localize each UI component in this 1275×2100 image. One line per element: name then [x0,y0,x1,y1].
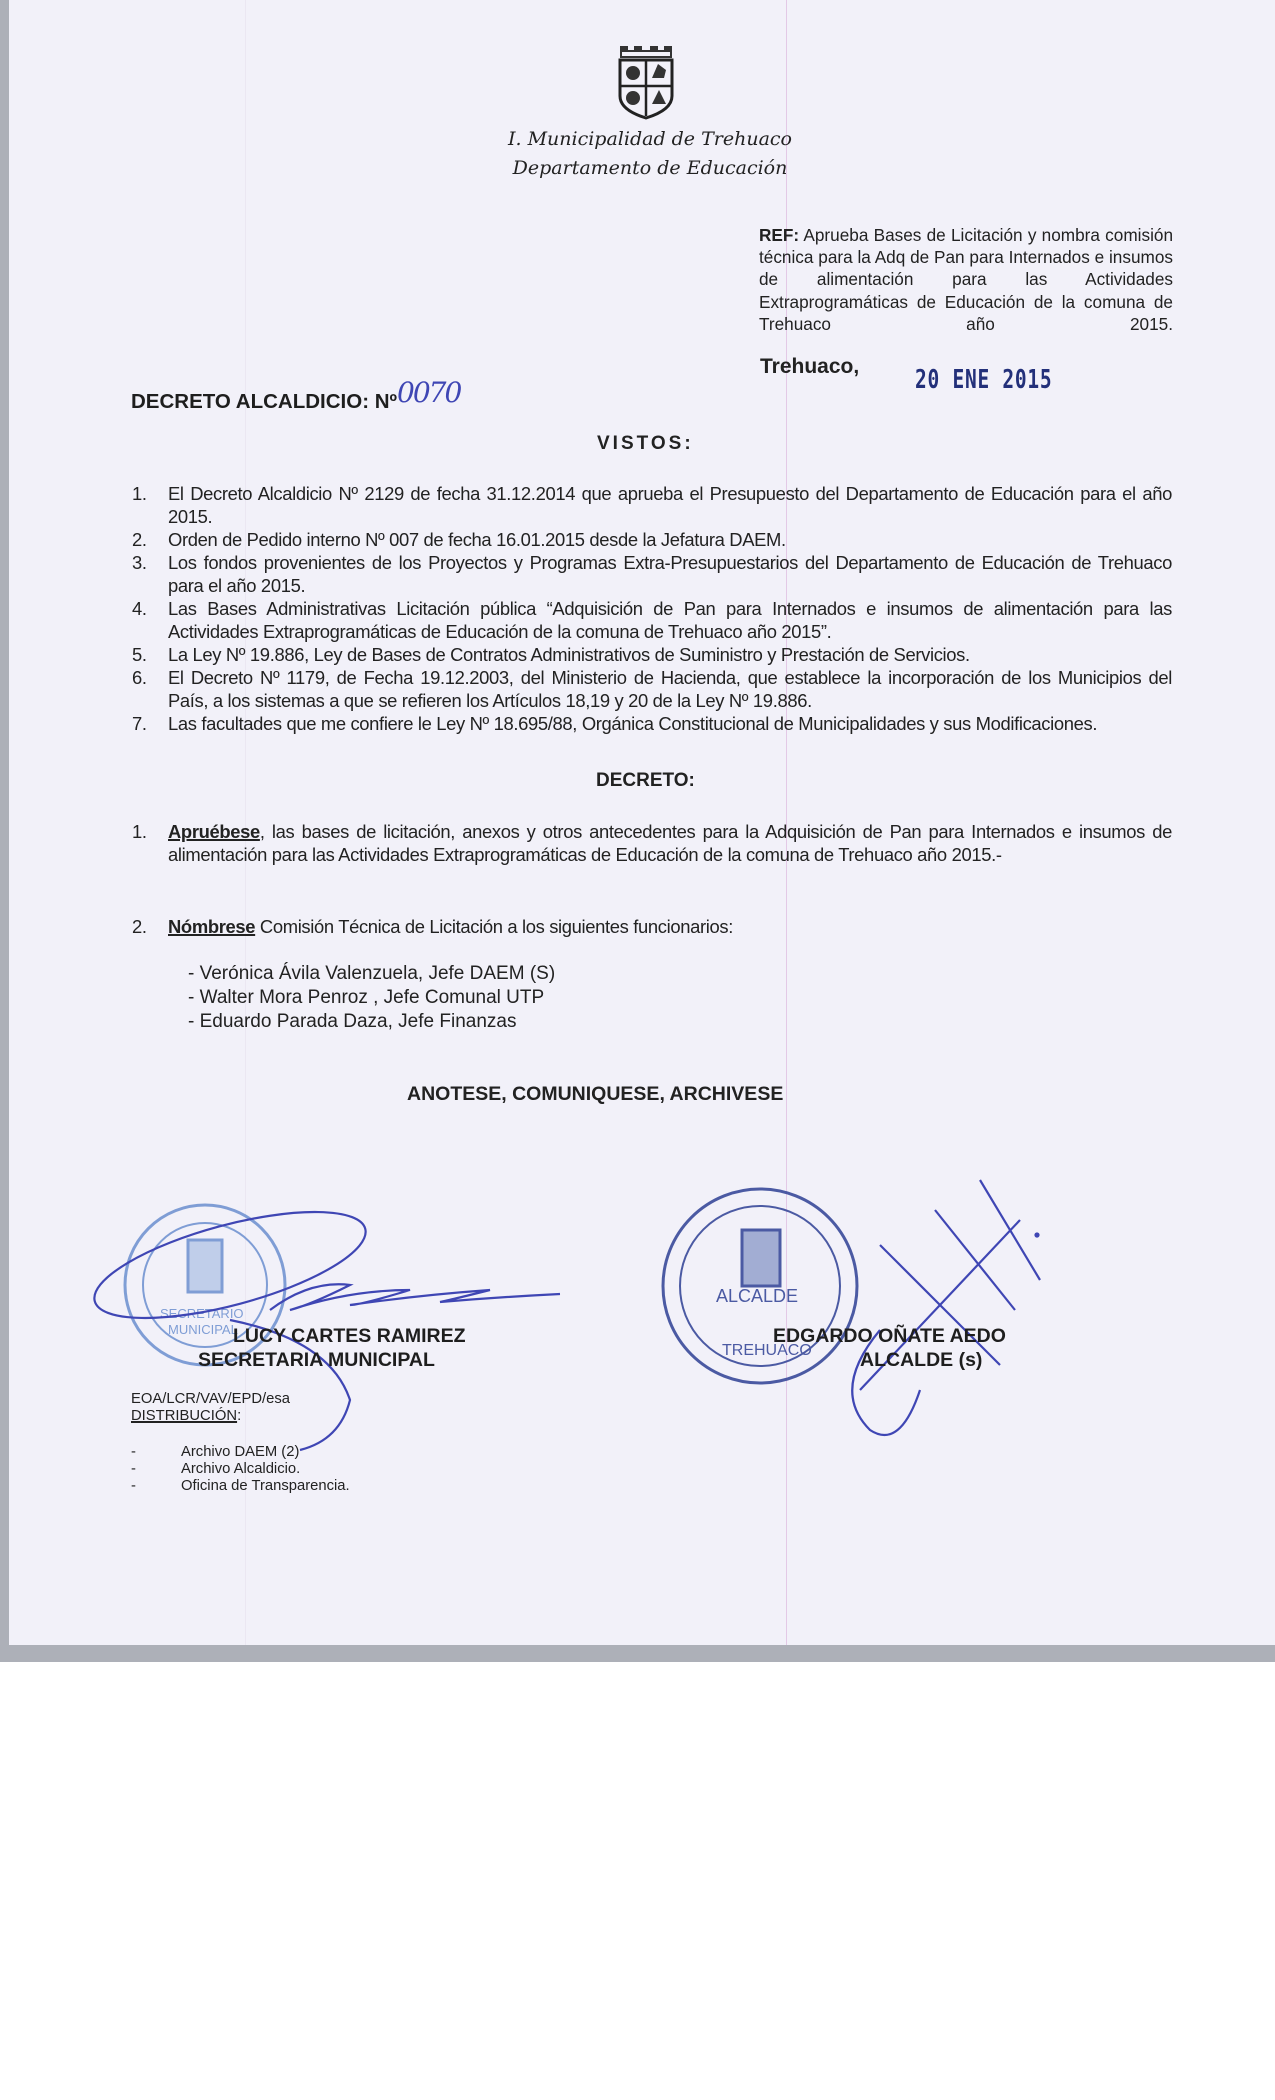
decreto-heading: DECRETO: [596,770,695,791]
list-item: 7. Las facultades que me confiere le Ley Nº 18.695/88, Orgánica Constitucional de Municipalidades y sus Modificaciones. [132,713,1098,734]
initials: EOA/LCR/VAV/EPD/esa [131,1391,290,1407]
decreto-item [132,820,1172,866]
ref-text: Aprueba Bases de Licitación y nombra comisión técnica para la Adq de Pan para Internados e insumos de alimentación para las Actividades Extraprogramáticas de Educación de la comuna de Trehuaco año 2015. [759,225,1174,334]
distribution-list [131,1444,350,1495]
handwritten-number: 0070 [397,376,461,409]
date-stamp: 20 ENE 2015 [915,365,1053,395]
list-item: 2. Orden de Pedido interno Nº 007 de fecha 16.01.2015 desde la Jefatura DAEM. [132,529,786,550]
municipal-coat-of-arms-icon [612,42,680,120]
mayor-name: EDGARDO OÑATE AEDO [773,1325,1006,1347]
keyword: Nómbrese [168,916,256,937]
closing-formula: ANOTESE, COMUNIQUESE, ARCHIVESE [407,1083,784,1105]
keyword: Apruébese [168,821,260,842]
vistos-list [132,482,1172,735]
official: - Verónica Ávila Valenzuela, Jefe DAEM (S) [188,963,556,984]
officials-list [188,962,555,1034]
decreto-item [132,915,1172,938]
svg-text:SECRETARIO: SECRETARIO [160,1306,244,1321]
list-item: - Oficina de Transparencia. [131,1478,350,1494]
reference-block [759,224,1173,335]
list-item: 1. El Decreto Alcaldicio Nº 2129 de fecha 31.12.2014 que aprueba el Presupuesto del Departamento de Educación para el año 2015. [132,483,1172,527]
official: - Eduardo Parada Daza, Jefe Finanzas [188,1011,517,1032]
distribution-heading: DISTRIBUCIÓN: [131,1408,242,1424]
department-name: Departamento de Educación [512,157,788,179]
svg-text:ALCALDE: ALCALDE [716,1286,799,1306]
list-item: 5. La Ley Nº 19.886, Ley de Bases de Contratos Administrativos de Suministro y Prestación de Servicios. [132,644,970,665]
list-item: 1. Apruébese, las bases de licitación, anexos y otros antecedentes para la Adquisición de Pan para Internados e insumos de alimentación para las Actividades Extraprogramáticas de Educación de la comuna de Trehuaco año 2015.- [132,821,1172,865]
place: Trehuaco, [760,355,860,378]
vistos-heading: VISTOS: [597,433,694,454]
ref-label: REF: [759,225,800,245]
list-item: 3. Los fondos provenientes de los Proyectos y Programas Extra-Presupuestarios del Departamento de Educación de Trehuaco para el año 2015. [132,552,1172,596]
list-item: - Archivo Alcaldicio. [131,1461,301,1477]
svg-text:MUNICIPAL: MUNICIPAL [168,1322,238,1337]
decree-number-label: DECRETO ALCALDICIO: Nº [131,390,398,413]
secretary-title: SECRETARIA MUNICIPAL [198,1349,435,1371]
list-item: - Archivo DAEM (2) [131,1444,300,1460]
decree-number [131,376,461,415]
mayor-title: ALCALDE (s) [860,1349,983,1371]
institution-name: I. Municipalidad de Trehuaco [508,128,792,150]
svg-text:TREHUACO: TREHUACO [722,1342,812,1359]
official: - Walter Mora Penroz , Jefe Comunal UTP [188,987,545,1008]
list-item: 2. Nómbrese Comisión Técnica de Licitación a los siguientes funcionarios: [132,916,733,937]
secretary-name: LUCY CARTES RAMIREZ [233,1325,466,1347]
list-item: 6. El Decreto Nº 1179, de Fecha 19.12.2003, del Ministerio de Hacienda, que establece la incorporación de los Municipios del País, a los sistemas a que se refieren los Artículos 18,19 y 20 de la Ley Nº 19.886. [132,667,1172,711]
list-item: 4. Las Bases Administrativas Licitación pública “Adquisición de Pan para Internados e insumos de alimentación para las Actividades Extraprogramáticas de Educación de la comuna de Trehuaco año 2015”. [132,598,1172,642]
